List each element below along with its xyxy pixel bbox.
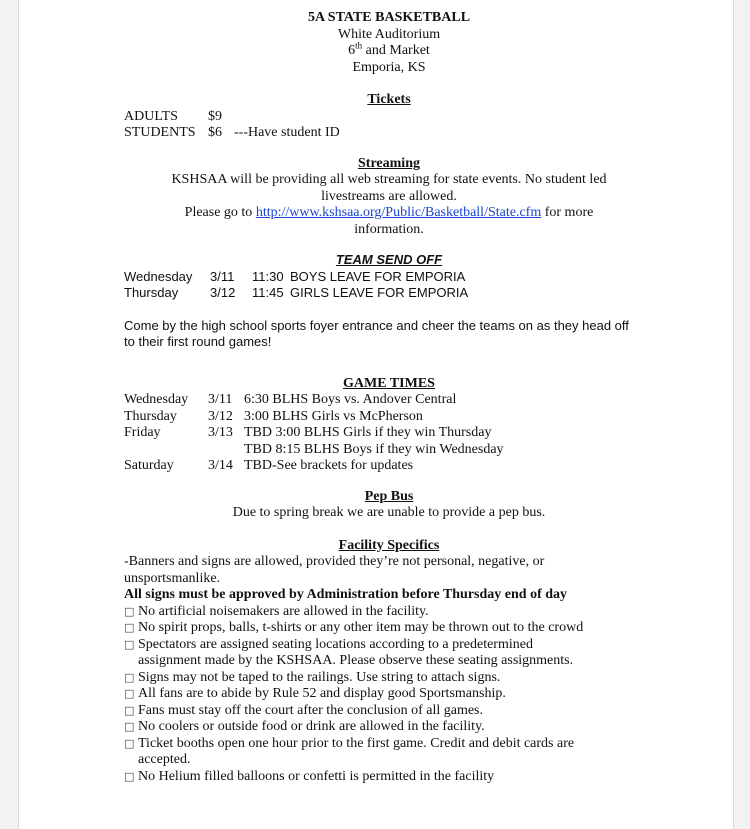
- ticket-price: $9: [208, 108, 222, 124]
- venue-address: [124, 40, 654, 60]
- list-item: [124, 686, 654, 703]
- game-row: [124, 458, 654, 475]
- rule-text: No coolers or outside food or drink are allowed in the facility.: [138, 719, 485, 734]
- streaming-more-info: [124, 205, 654, 238]
- bullet-box-icon: □: [124, 670, 135, 684]
- list-item: [124, 620, 654, 637]
- send-off-time: 11:45: [252, 285, 284, 300]
- streaming-heading: Streaming: [358, 155, 420, 171]
- rule-text: No Helium filled balloons or confetti is permitted in the facility: [138, 768, 495, 784]
- facility-intro: -Banners and signs are allowed, provided they’re not personal, negative, or unsportsmanlike.: [124, 554, 545, 586]
- streaming-post-link: for more information.: [354, 205, 594, 237]
- tickets-heading: Tickets: [367, 92, 411, 107]
- send-off-row: [124, 285, 654, 302]
- game-day: Saturday: [124, 458, 174, 473]
- ticket-note: ---Have student ID: [234, 125, 340, 140]
- game-day: Friday: [124, 425, 161, 440]
- document-content: [124, 10, 654, 785]
- address-rest: and Market: [362, 43, 430, 58]
- send-off-date: 3/11: [210, 268, 235, 284]
- bullet-box-icon: □: [124, 687, 135, 700]
- game-times-list: [124, 392, 654, 475]
- game-desc: 6:30 BLHS Boys vs. Andover Central: [244, 392, 457, 407]
- send-off-day: Thursday: [124, 285, 179, 300]
- rule-text: Spectators are assigned seating locations according to a predetermined assignment made by the KSHSAA. Please observe these seating assignments.: [138, 636, 574, 668]
- send-off-date: 3/12: [210, 285, 236, 300]
- rule-text: Fans must stay off the court after the conclusion of all games.: [138, 702, 483, 718]
- game-date: [208, 442, 244, 459]
- game-desc: TBD 8:15 BLHS Boys if they win Wednesday: [244, 441, 504, 457]
- rule-text: All fans are to abide by Rule 52 and display good Sportsmanship.: [138, 686, 506, 701]
- facility-rules-list: [124, 604, 654, 786]
- document-page: [18, 0, 734, 829]
- venue-city: Emporia, KS: [352, 59, 426, 75]
- rule-text: Signs may not be taped to the railings. Use string to attach signs.: [138, 669, 501, 685]
- streaming-pre-link: Please go to: [184, 205, 256, 220]
- ticket-label: STUDENTS: [124, 125, 196, 140]
- send-off-desc: BOYS LEAVE FOR EMPORIA: [290, 268, 466, 284]
- ticket-row: [124, 125, 654, 142]
- list-item: [124, 736, 654, 769]
- game-row: [124, 409, 654, 426]
- streaming-link[interactable]: http://www.kshsaa.org/Public/Basketball/State.cfm: [255, 205, 542, 220]
- game-date: 3/14: [208, 458, 233, 473]
- game-day: Wednesday: [124, 392, 189, 407]
- bullet-box-icon: □: [124, 736, 135, 750]
- game-desc: TBD 3:00 BLHS Girls if they win Thursday: [244, 425, 492, 440]
- game-date: 3/12: [208, 408, 233, 424]
- rule-text: No spirit props, balls, t-shirts or any other item may be thrown out to the crowd: [138, 620, 584, 635]
- game-desc: 3:00 BLHS Girls vs McPherson: [244, 408, 423, 424]
- game-row: [124, 392, 654, 409]
- bullet-box-icon: □: [124, 769, 135, 783]
- list-item: [124, 670, 654, 687]
- game-row: [124, 442, 654, 459]
- send-off-note: Come by the high school sports foyer entrance and cheer the teams on as they head off to their first round games!: [124, 317, 629, 349]
- bullet-box-icon: □: [124, 604, 135, 618]
- address-suffix: th: [355, 40, 363, 51]
- send-off-list: [124, 269, 654, 302]
- pep-bus-text: Due to spring break we are unable to provide a pep bus.: [232, 505, 546, 520]
- bullet-box-icon: □: [124, 720, 135, 733]
- bullet-box-icon: □: [124, 703, 135, 717]
- bullet-box-icon: □: [124, 621, 135, 634]
- document-title: 5A STATE BASKETBALL: [307, 10, 471, 25]
- send-off-day: Wednesday: [124, 268, 193, 284]
- ticket-price: $6: [208, 125, 222, 140]
- rule-text: No artificial noisemakers are allowed in the facility.: [138, 603, 429, 619]
- send-off-heading: TEAM SEND OFF: [335, 252, 443, 267]
- list-item: [124, 703, 654, 720]
- tickets-list: [124, 109, 654, 142]
- bullet-box-icon: □: [124, 637, 135, 651]
- list-item: [124, 637, 654, 670]
- address-number: 6: [348, 43, 356, 58]
- list-item: [124, 719, 654, 736]
- game-row: [124, 425, 654, 442]
- game-date: 3/13: [208, 425, 233, 440]
- game-day: [124, 442, 208, 459]
- pep-bus-heading: Pep Bus: [364, 488, 414, 504]
- ticket-row: [124, 109, 654, 126]
- ticket-label: ADULTS: [124, 108, 178, 124]
- venue-name: White Auditorium: [337, 26, 441, 42]
- list-item: [124, 769, 654, 786]
- send-off-time: 11:30: [252, 268, 284, 284]
- rule-text: Ticket booths open one hour prior to the first game. Credit and debit cards are accepted.: [138, 735, 575, 767]
- streaming-text: KSHSAA will be providing all web streaming for state events. No student led livestreams are allowed.: [171, 172, 607, 204]
- game-desc: TBD-See brackets for updates: [244, 458, 414, 473]
- facility-bold-rule: All signs must be approved by Administration before Thursday end of day: [124, 587, 568, 602]
- game-day: Thursday: [124, 408, 177, 424]
- game-times-heading: GAME TIMES: [343, 375, 435, 391]
- facility-heading: Facility Specifics: [338, 537, 440, 553]
- game-date: 3/11: [208, 392, 233, 407]
- list-item: [124, 604, 654, 621]
- send-off-desc: GIRLS LEAVE FOR EMPORIA: [290, 285, 469, 300]
- send-off-row: [124, 269, 654, 286]
